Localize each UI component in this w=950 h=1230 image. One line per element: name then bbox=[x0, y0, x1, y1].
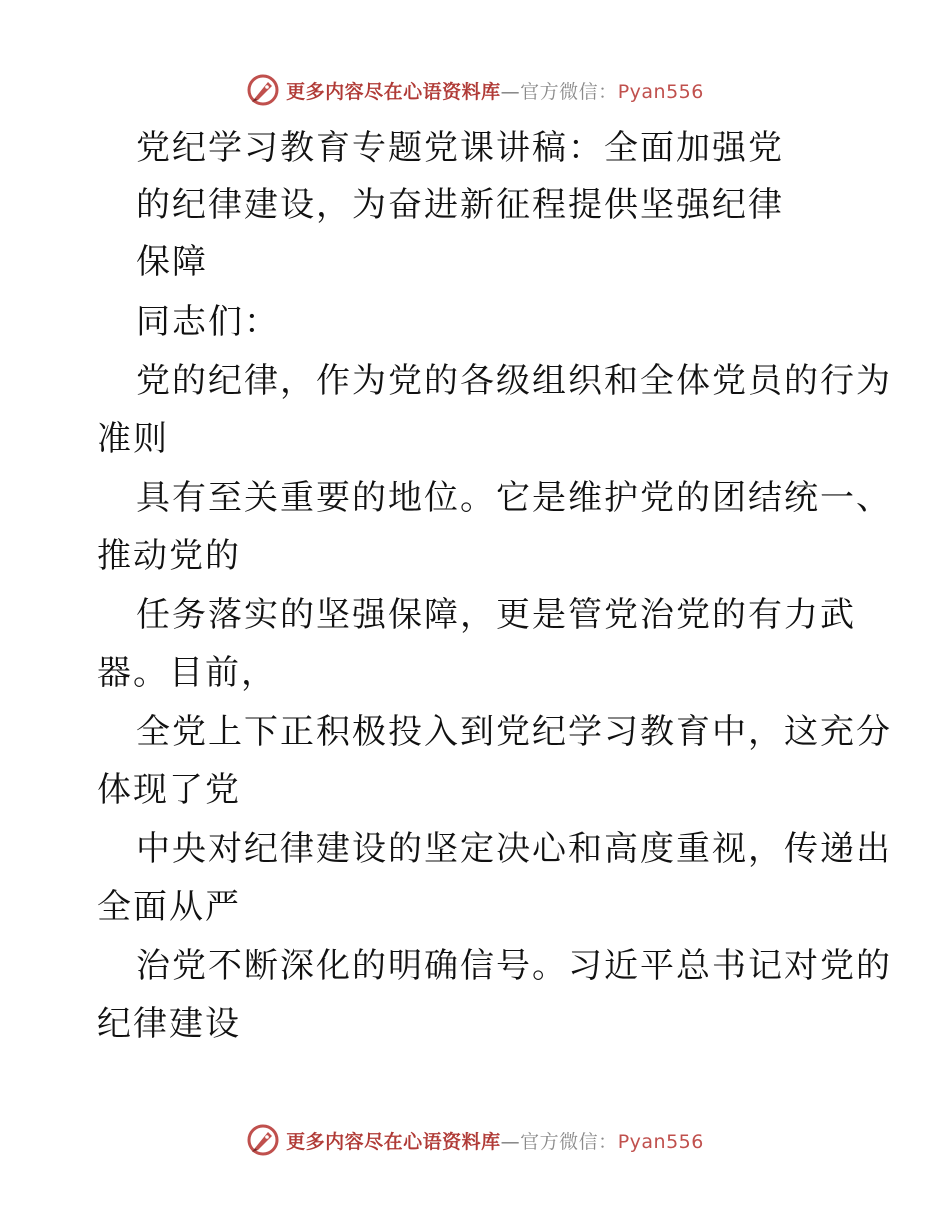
body-line: 党的纪律，作为党的各级组织和全体党员的行为 bbox=[136, 361, 892, 401]
body-line: 器。目前， bbox=[97, 653, 277, 693]
body-line: 纪律建设 bbox=[97, 1004, 241, 1044]
watermark-dash: — bbox=[500, 80, 521, 103]
body-line: 全面从严 bbox=[97, 887, 241, 927]
body-line: 任务落实的坚强保障，更是管党治党的有力武 bbox=[136, 595, 856, 635]
watermark-wechat-label: 官方微信： bbox=[520, 1130, 618, 1153]
body-line: 准则 bbox=[97, 419, 169, 459]
salutation: 同志们： bbox=[136, 302, 280, 342]
body-line: 具有至关重要的地位。它是维护党的团结统一、 bbox=[136, 478, 892, 518]
watermark-handle: Pyan556 bbox=[617, 80, 704, 103]
watermark-handle: Pyan556 bbox=[617, 1130, 704, 1153]
watermark-text bbox=[286, 1127, 704, 1154]
body-line: 中央对纪律建设的坚定决心和高度重视，传递出 bbox=[136, 829, 892, 869]
doc-title-line-3: 保障 bbox=[136, 242, 208, 282]
footer-watermark bbox=[0, 1120, 950, 1160]
body-line: 体现了党 bbox=[97, 770, 241, 810]
body-line: 治党不断深化的明确信号。习近平总书记对党的 bbox=[136, 946, 892, 986]
body-line: 全党上下正积极投入到党纪学习教育中，这充分 bbox=[136, 712, 892, 752]
watermark-wechat-label: 官方微信： bbox=[520, 80, 618, 103]
watermark-brand: 更多内容尽在心语资料库 bbox=[286, 1130, 501, 1153]
body-line: 推动党的 bbox=[97, 536, 241, 576]
doc-title-line-1: 党纪学习教育专题党课讲稿：全面加强党 bbox=[136, 128, 784, 168]
doc-title-line-2: 的纪律建设，为奋进新征程提供坚强纪律 bbox=[136, 185, 784, 225]
watermark-dash: — bbox=[500, 1130, 521, 1153]
watermark-brand: 更多内容尽在心语资料库 bbox=[286, 80, 501, 103]
pen-nib-logo-icon bbox=[246, 1123, 280, 1157]
